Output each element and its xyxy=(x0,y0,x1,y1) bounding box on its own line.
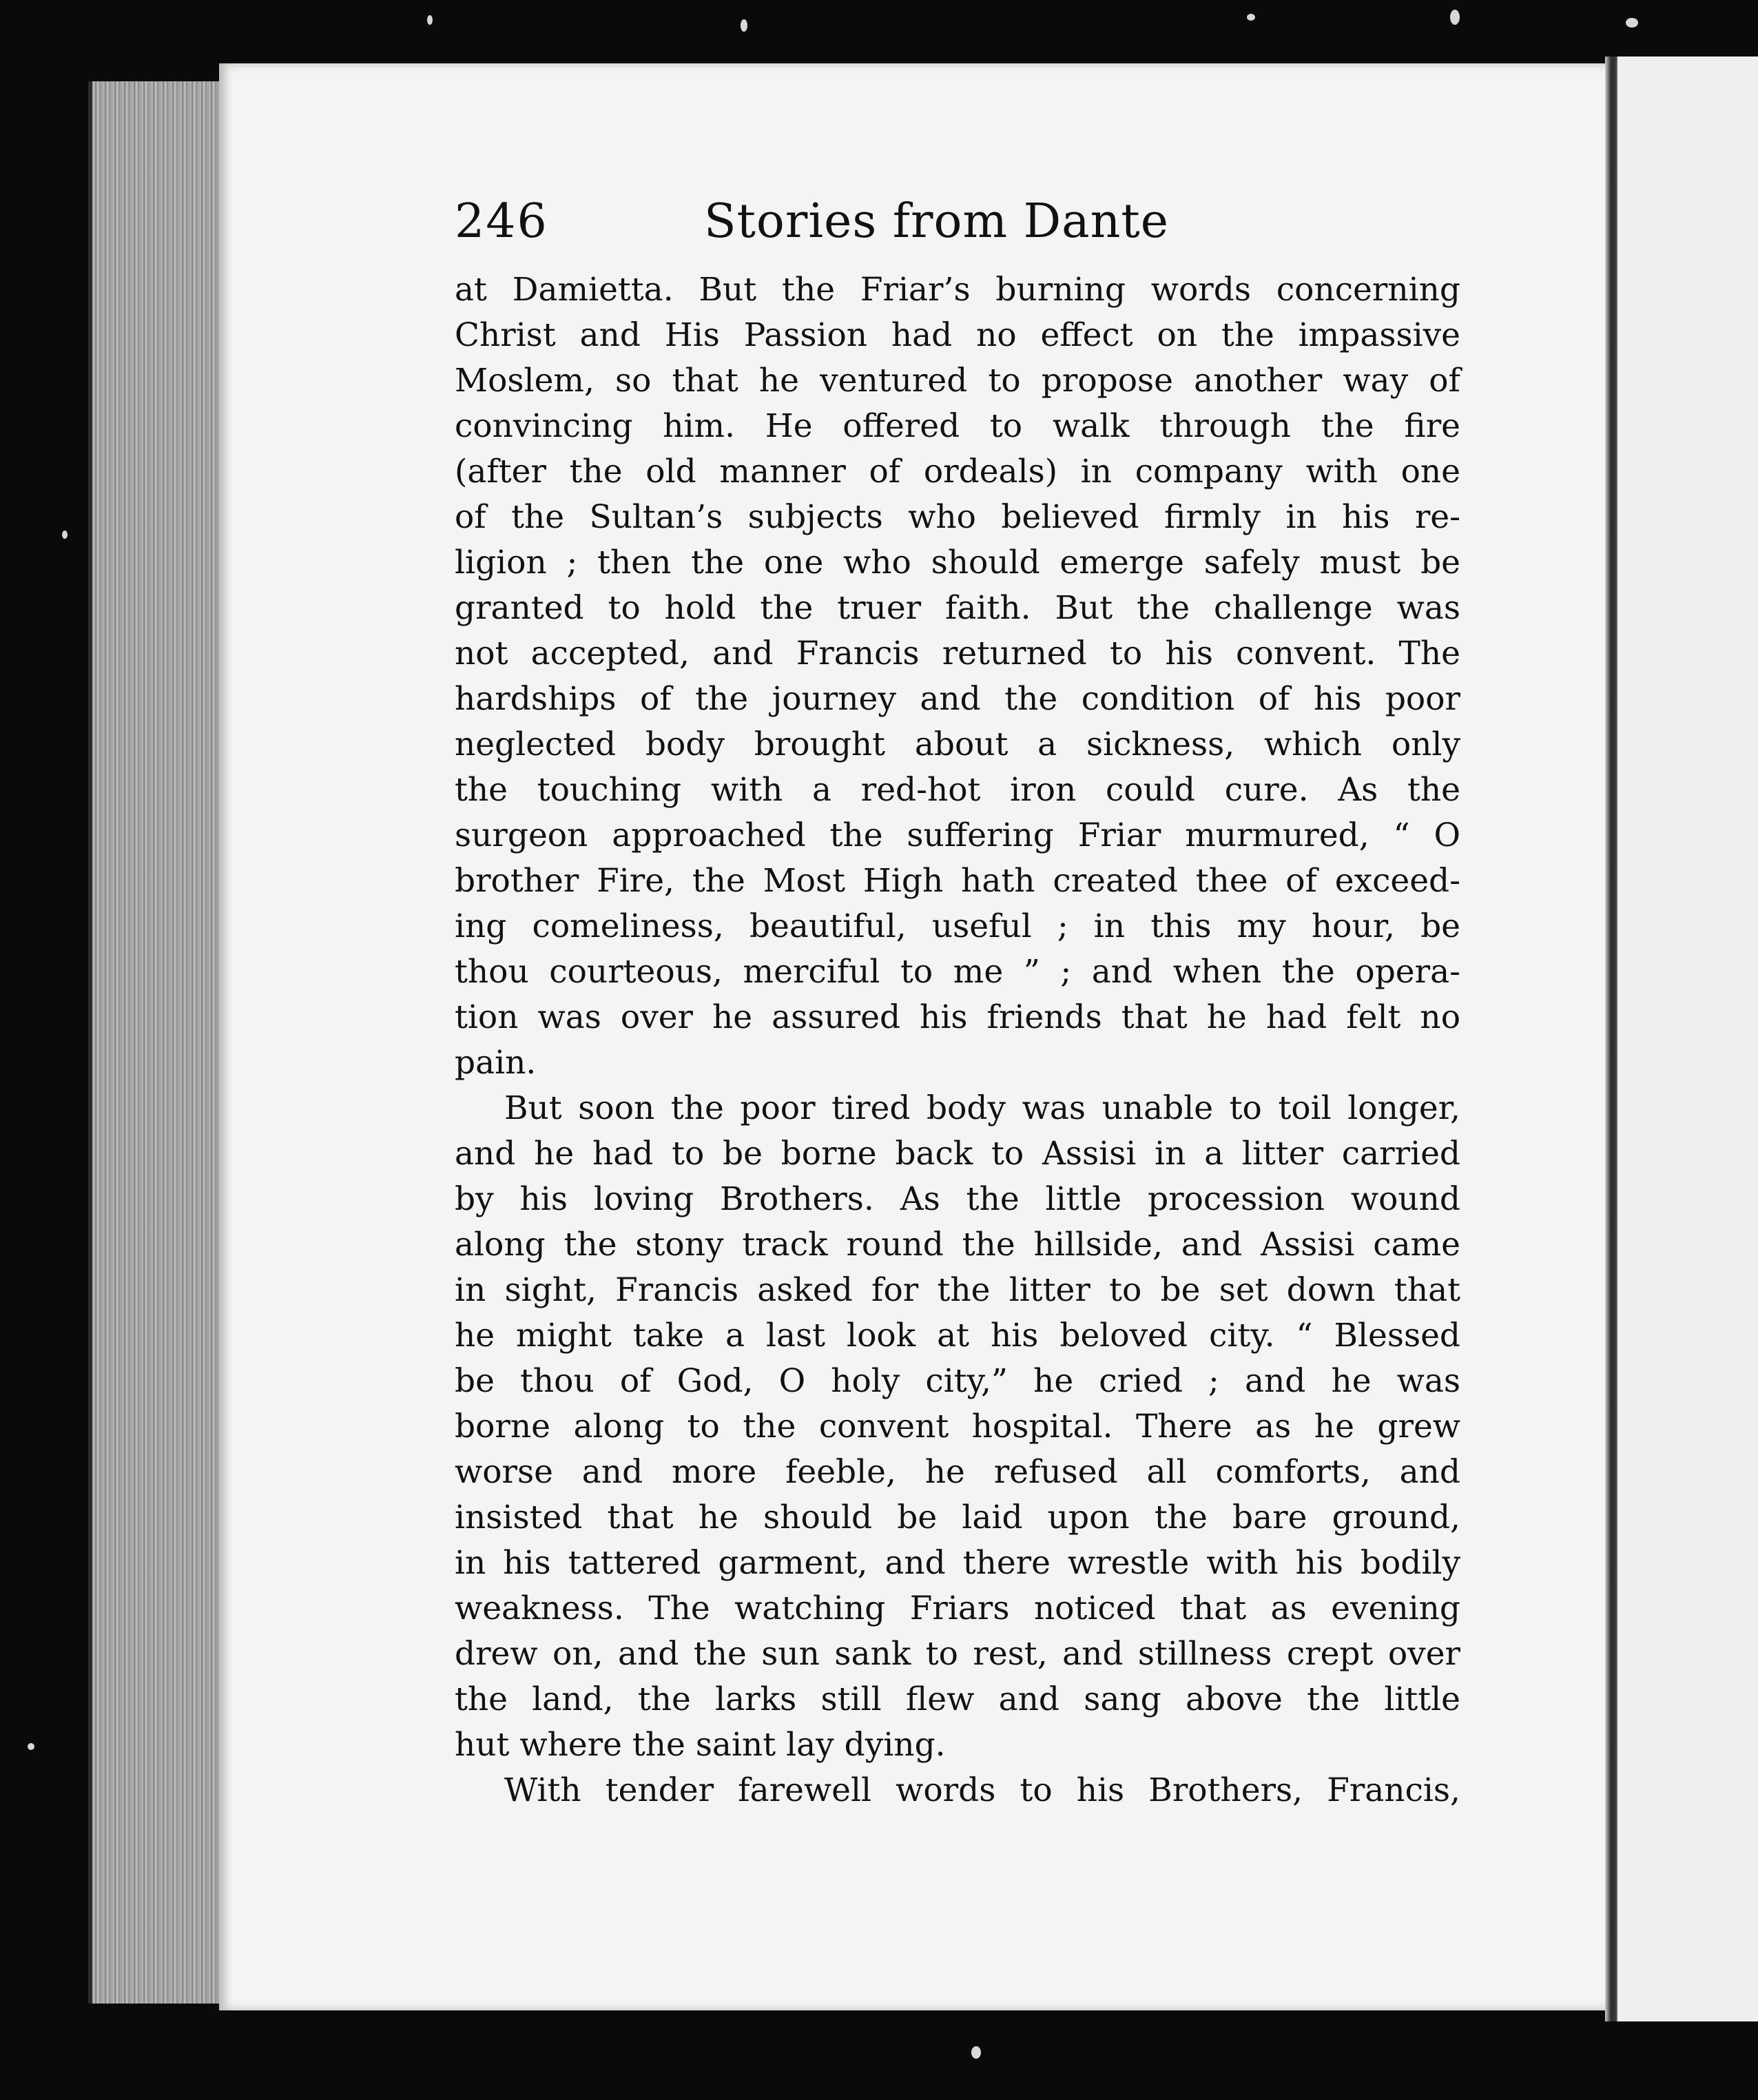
text-line: the touching with a red-hot iron could cure. As the xyxy=(455,771,1460,809)
text-line: borne along to the convent hospital. There as he grew xyxy=(455,1408,1460,1445)
scan-speck xyxy=(971,2046,981,2059)
paragraph-3 xyxy=(455,1768,1460,1813)
scan-speck xyxy=(1626,18,1638,28)
text-line: Moslem, so that he ventured to propose another way of xyxy=(455,362,1460,400)
paragraph-2 xyxy=(455,1086,1460,1768)
text-line: neglected body brought about a sickness, which only xyxy=(455,725,1460,763)
text-line: granted to hold the truer faith. But the challenge was xyxy=(455,589,1460,627)
text-line: hut where the saint lay dying. xyxy=(455,1726,946,1764)
text-line: the land, the larks still flew and sang above the little xyxy=(455,1680,1460,1718)
text-line: of the Sultan’s subjects who believed firmly in his re- xyxy=(455,498,1460,536)
text-line: and he had to be borne back to Assisi in a litter carried xyxy=(455,1135,1460,1173)
text-line: hardships of the journey and the condition of his poor xyxy=(455,680,1460,718)
text-line: by his loving Brothers. As the little procession wound xyxy=(455,1180,1460,1218)
book-page-edges xyxy=(88,81,234,2004)
text-line: thou courteous, merciful to me ” ; and when the opera- xyxy=(455,953,1460,991)
text-line: weakness. The watching Friars noticed that as evening xyxy=(455,1589,1460,1627)
text-line: ligion ; then the one who should emerge safely must be xyxy=(455,544,1460,581)
paragraph-1 xyxy=(455,267,1460,1086)
text-line: (after the old manner of ordeals) in company with one xyxy=(455,453,1460,491)
body-text xyxy=(455,267,1460,1813)
text-line: be thou of God, O holy city,” he cried ; and he was xyxy=(455,1362,1460,1400)
running-title: Stories from Dante xyxy=(704,194,1169,249)
scan-speck xyxy=(28,1743,34,1750)
page-number: 246 xyxy=(455,194,548,249)
text-line: ing comeliness, beautiful, useful ; in this my hour, be xyxy=(455,907,1460,945)
scan-speck xyxy=(1450,10,1460,25)
text-line: surgeon approached the suffering Friar murmured, “ O xyxy=(455,816,1460,854)
text-line: along the stony track round the hillside, and Assisi came xyxy=(455,1226,1460,1264)
text-line: insisted that he should be laid upon the bare ground, xyxy=(455,1499,1460,1536)
text-line: brother Fire, the Most High hath created thee of exceed- xyxy=(455,862,1460,900)
text-line: But soon the poor tired body was unable to toil longer, xyxy=(504,1089,1460,1127)
text-line: pain. xyxy=(455,1044,537,1082)
text-line: at Damietta. But the Friar’s burning words concerning xyxy=(455,271,1460,309)
scan-speck xyxy=(427,15,433,25)
text-line: worse and more feeble, he refused all comforts, and xyxy=(455,1453,1460,1491)
text-line: not accepted, and Francis returned to his convent. The xyxy=(455,635,1460,672)
running-header xyxy=(455,194,1199,256)
text-line: in sight, Francis asked for the litter to be set down that xyxy=(455,1271,1460,1309)
text-line: convincing him. He offered to walk through the fire xyxy=(455,407,1460,445)
text-line: tion was over he assured his friends that he had felt no xyxy=(455,998,1460,1036)
text-line: Christ and His Passion had no effect on the impassive xyxy=(455,316,1460,354)
scan-speck xyxy=(62,531,68,539)
text-line: With tender farewell words to his Brothers, Francis, xyxy=(504,1771,1460,1809)
text-line: he might take a last look at his beloved city. “ Blessed xyxy=(455,1317,1460,1355)
scan-speck xyxy=(741,19,747,32)
text-line: drew on, and the sun sank to rest, and stillness crept over xyxy=(455,1635,1460,1673)
text-line: in his tattered garment, and there wrestle with his bodily xyxy=(455,1544,1460,1582)
scan-speck xyxy=(1247,14,1255,21)
facing-page-edge xyxy=(1617,56,1758,2021)
